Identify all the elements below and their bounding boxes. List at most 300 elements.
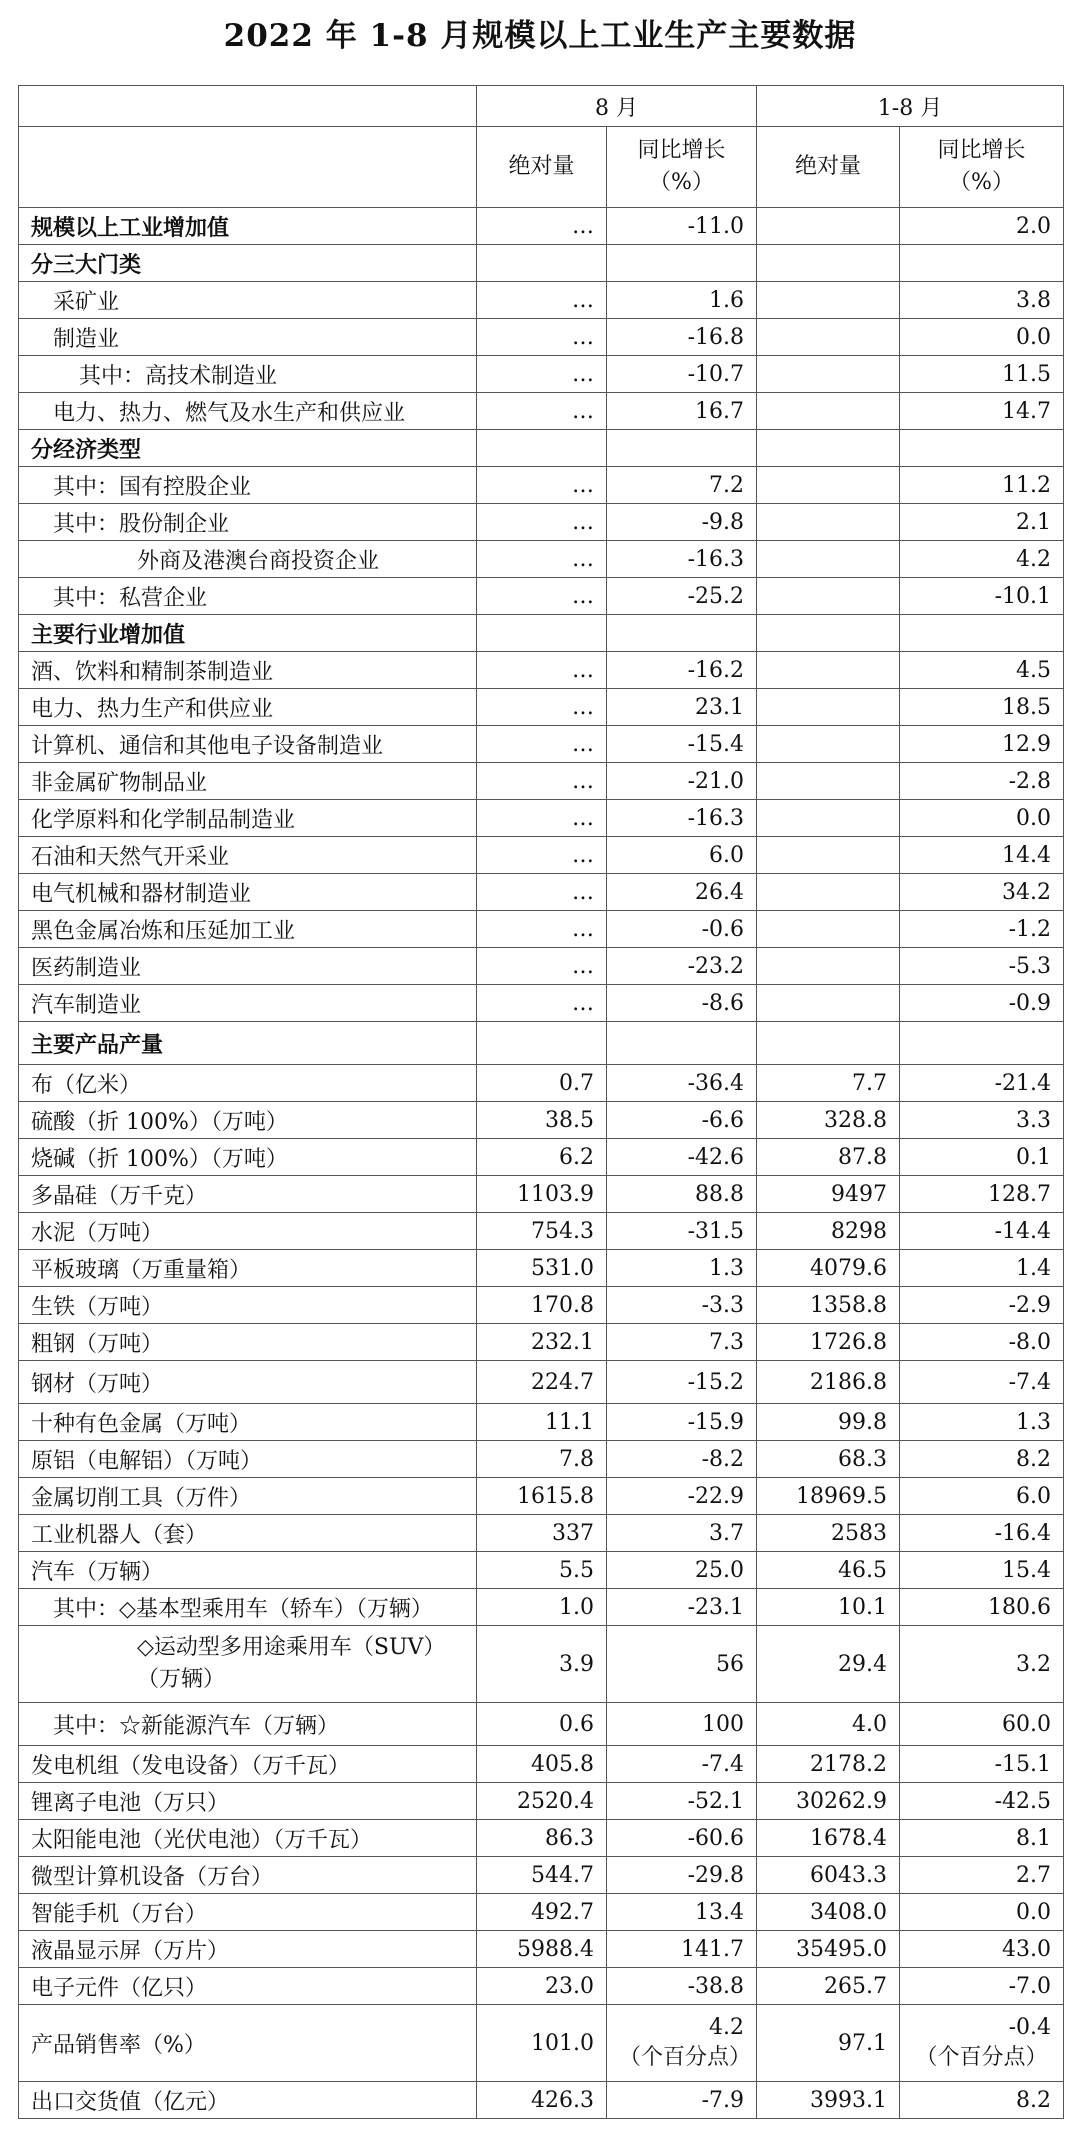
cell-aug-absolute: …	[477, 874, 607, 911]
cell-aug-absolute: 492.7	[477, 1894, 607, 1931]
table-row	[19, 1783, 1064, 1820]
cell-aug-absolute: …	[477, 985, 607, 1022]
cell-aug-yoy: 16.7	[607, 393, 757, 430]
table-row	[19, 837, 1064, 874]
cell-ytd-yoy: 4.2	[900, 541, 1064, 578]
cell-ytd-absolute: 1726.8	[757, 1324, 900, 1361]
table-row	[19, 1515, 1064, 1552]
cell-ytd-yoy: 6.0	[900, 1478, 1064, 1515]
cell-aug-absolute: 6.2	[477, 1139, 607, 1176]
cell-ytd-yoy: -7.4	[900, 1361, 1064, 1404]
cell-ytd-absolute	[757, 726, 900, 763]
cell-aug-yoy: 7.2	[607, 467, 757, 504]
row-label: 工业机器人（套）	[19, 1515, 477, 1552]
table-row	[19, 1441, 1064, 1478]
cell-aug-absolute: 754.3	[477, 1213, 607, 1250]
cell-aug-absolute: 531.0	[477, 1250, 607, 1287]
cell-aug-yoy: -8.2	[607, 1441, 757, 1478]
table-row	[19, 578, 1064, 615]
cell-aug-yoy: 26.4	[607, 874, 757, 911]
table-row	[19, 1404, 1064, 1441]
cell-ytd-yoy: 11.5	[900, 356, 1064, 393]
cell-aug-yoy: 1.3	[607, 1250, 757, 1287]
cell-aug-yoy: -36.4	[607, 1065, 757, 1102]
cell-aug-absolute: 101.0	[477, 2005, 607, 2082]
row-label: 其中：☆新能源汽车（万辆）	[19, 1703, 477, 1746]
cell-aug-absolute: 224.7	[477, 1361, 607, 1404]
cell-ytd-absolute: 46.5	[757, 1552, 900, 1589]
cell-aug-absolute: 1615.8	[477, 1478, 607, 1515]
row-label: 液晶显示屏（万片）	[19, 1931, 477, 1968]
cell-ytd-yoy: 0.0	[900, 319, 1064, 356]
cell-ytd-absolute	[757, 393, 900, 430]
cell-ytd-absolute: 4079.6	[757, 1250, 900, 1287]
cell-aug-absolute: 7.8	[477, 1441, 607, 1478]
cell-aug-yoy: -60.6	[607, 1820, 757, 1857]
cell-aug-absolute: 1.0	[477, 1589, 607, 1626]
row-label: 分经济类型	[19, 430, 477, 467]
row-label: 发电机组（发电设备）（万千瓦）	[19, 1746, 477, 1783]
cell-ytd-absolute	[757, 763, 900, 800]
cell-aug-yoy: -38.8	[607, 1968, 757, 2005]
table-row	[19, 1703, 1064, 1746]
cell-aug-yoy: 1.6	[607, 282, 757, 319]
cell-aug-absolute: …	[477, 726, 607, 763]
cell-ytd-absolute: 68.3	[757, 1441, 900, 1478]
cell-aug-yoy: -10.7	[607, 356, 757, 393]
cell-aug-yoy	[607, 430, 757, 467]
cell-aug-yoy: -8.6	[607, 985, 757, 1022]
row-label: 其中：高技术制造业	[19, 356, 477, 393]
table-row	[19, 1478, 1064, 1515]
row-label: 医药制造业	[19, 948, 477, 985]
cell-aug-absolute: …	[477, 208, 607, 245]
table-row	[19, 1552, 1064, 1589]
table-row	[19, 985, 1064, 1022]
header-aug-abs: 绝对量	[477, 127, 607, 208]
cell-note: （个百分点）	[619, 2045, 752, 2070]
table-row	[19, 911, 1064, 948]
row-label: 原铝（电解铝）（万吨）	[19, 1441, 477, 1478]
cell-aug-absolute: 5.5	[477, 1552, 607, 1589]
cell-aug-absolute: …	[477, 800, 607, 837]
row-label: 规模以上工业增加值	[19, 208, 477, 245]
cell-ytd-absolute	[757, 504, 900, 541]
cell-ytd-absolute	[757, 356, 900, 393]
row-label: 计算机、通信和其他电子设备制造业	[19, 726, 477, 763]
cell-ytd-absolute: 1358.8	[757, 1287, 900, 1324]
header-ytd: 1-8 月	[757, 86, 1064, 127]
table-row	[19, 1022, 1064, 1065]
header-row-measures	[19, 127, 1064, 208]
table-row	[19, 541, 1064, 578]
table-row	[19, 356, 1064, 393]
cell-aug-yoy: 56	[607, 1626, 757, 1703]
cell-aug-yoy: -29.8	[607, 1857, 757, 1894]
cell-ytd-yoy	[900, 245, 1064, 282]
cell-aug-yoy: -21.0	[607, 763, 757, 800]
row-label: ◇运动型多用途乘用车（SUV）（万辆）	[19, 1626, 477, 1703]
header-ytd-abs: 绝对量	[757, 127, 900, 208]
cell-aug-absolute: …	[477, 541, 607, 578]
table-row	[19, 2005, 1064, 2082]
cell-ytd-absolute	[757, 689, 900, 726]
row-label: 其中：股份制企业	[19, 504, 477, 541]
cell-aug-yoy: -16.3	[607, 541, 757, 578]
row-label: 金属切削工具（万件）	[19, 1478, 477, 1515]
cell-aug-absolute: …	[477, 282, 607, 319]
row-label: 采矿业	[19, 282, 477, 319]
page-title: 2022 年 1-8 月规模以上工业生产主要数据	[223, 18, 857, 54]
cell-ytd-yoy: -21.4	[900, 1065, 1064, 1102]
cell-aug-yoy: 4.2 （个百分点）	[607, 2005, 757, 2082]
cell-ytd-absolute: 4.0	[757, 1703, 900, 1746]
cell-aug-absolute: …	[477, 578, 607, 615]
row-label: 外商及港澳台商投资企业	[19, 541, 477, 578]
row-label: 十种有色金属（万吨）	[19, 1404, 477, 1441]
table-row	[19, 1065, 1064, 1102]
table-row	[19, 1968, 1064, 2005]
table-row	[19, 1361, 1064, 1404]
cell-aug-yoy: -25.2	[607, 578, 757, 615]
table-row	[19, 689, 1064, 726]
table-row	[19, 467, 1064, 504]
table-row	[19, 1746, 1064, 1783]
table-row	[19, 245, 1064, 282]
row-label: 汽车（万辆）	[19, 1552, 477, 1589]
row-label: 出口交货值（亿元）	[19, 2082, 477, 2119]
cell-aug-absolute: 38.5	[477, 1102, 607, 1139]
cell-aug-yoy: -16.3	[607, 800, 757, 837]
row-label: 酒、饮料和精制茶制造业	[19, 652, 477, 689]
data-table	[18, 85, 1064, 2119]
cell-ytd-absolute	[757, 652, 900, 689]
cell-ytd-absolute	[757, 837, 900, 874]
cell-aug-absolute: 405.8	[477, 1746, 607, 1783]
cell-ytd-absolute	[757, 911, 900, 948]
cell-aug-yoy: -15.2	[607, 1361, 757, 1404]
cell-aug-absolute	[477, 615, 607, 652]
table-row	[19, 1589, 1064, 1626]
cell-ytd-absolute	[757, 874, 900, 911]
cell-aug-yoy: -16.2	[607, 652, 757, 689]
cell-ytd-absolute: 99.8	[757, 1404, 900, 1441]
row-label: 黑色金属冶炼和压延加工业	[19, 911, 477, 948]
cell-ytd-yoy: -2.9	[900, 1287, 1064, 1324]
cell-aug-yoy: -23.2	[607, 948, 757, 985]
cell-ytd-absolute: 29.4	[757, 1626, 900, 1703]
cell-aug-absolute: …	[477, 652, 607, 689]
cell-aug-yoy: -0.6	[607, 911, 757, 948]
table-row	[19, 874, 1064, 911]
cell-aug-yoy: -15.4	[607, 726, 757, 763]
cell-aug-yoy: -9.8	[607, 504, 757, 541]
header-aug-yoy: 同比增长 （%）	[607, 127, 757, 208]
cell-ytd-yoy: 0.1	[900, 1139, 1064, 1176]
cell-aug-absolute: 170.8	[477, 1287, 607, 1324]
cell-aug-absolute: 86.3	[477, 1820, 607, 1857]
cell-ytd-yoy: 0.0	[900, 800, 1064, 837]
table-row	[19, 2082, 1064, 2119]
cell-ytd-absolute: 30262.9	[757, 1783, 900, 1820]
cell-aug-yoy: -15.9	[607, 1404, 757, 1441]
cell-ytd-yoy	[900, 430, 1064, 467]
row-label: 电子元件（亿只）	[19, 1968, 477, 2005]
cell-ytd-yoy: 12.9	[900, 726, 1064, 763]
cell-ytd-absolute	[757, 948, 900, 985]
cell-aug-absolute	[477, 245, 607, 282]
cell-ytd-yoy: -0.4 （个百分点）	[900, 2005, 1064, 2082]
row-label: 平板玻璃（万重量箱）	[19, 1250, 477, 1287]
cell-ytd-absolute: 35495.0	[757, 1931, 900, 1968]
row-label: 多晶硅（万千克）	[19, 1176, 477, 1213]
cell-ytd-absolute	[757, 1022, 900, 1065]
table-row	[19, 800, 1064, 837]
cell-aug-yoy: 3.7	[607, 1515, 757, 1552]
row-label: 电力、热力生产和供应业	[19, 689, 477, 726]
cell-ytd-absolute	[757, 985, 900, 1022]
cell-aug-absolute: …	[477, 356, 607, 393]
cell-ytd-absolute: 87.8	[757, 1139, 900, 1176]
cell-ytd-yoy: 2.0	[900, 208, 1064, 245]
table-row	[19, 652, 1064, 689]
cell-ytd-yoy: -5.3	[900, 948, 1064, 985]
cell-aug-absolute: 0.7	[477, 1065, 607, 1102]
cell-ytd-absolute	[757, 282, 900, 319]
cell-ytd-absolute	[757, 467, 900, 504]
row-label: 生铁（万吨）	[19, 1287, 477, 1324]
cell-note: （个百分点）	[915, 2045, 1048, 2070]
table-row	[19, 1894, 1064, 1931]
cell-ytd-absolute: 18969.5	[757, 1478, 900, 1515]
row-label: 布（亿米）	[19, 1065, 477, 1102]
cell-aug-absolute: …	[477, 948, 607, 985]
cell-aug-yoy: -7.4	[607, 1746, 757, 1783]
cell-ytd-absolute: 3993.1	[757, 2082, 900, 2119]
cell-ytd-yoy: 2.7	[900, 1857, 1064, 1894]
cell-aug-yoy: 141.7	[607, 1931, 757, 1968]
cell-ytd-yoy: -0.9	[900, 985, 1064, 1022]
cell-ytd-absolute: 1678.4	[757, 1820, 900, 1857]
table-row	[19, 430, 1064, 467]
cell-aug-absolute: …	[477, 837, 607, 874]
cell-ytd-yoy: 8.1	[900, 1820, 1064, 1857]
cell-ytd-yoy: -2.8	[900, 763, 1064, 800]
cell-aug-absolute: 1103.9	[477, 1176, 607, 1213]
cell-aug-absolute: 5988.4	[477, 1931, 607, 1968]
cell-aug-yoy: -7.9	[607, 2082, 757, 2119]
cell-aug-yoy: 25.0	[607, 1552, 757, 1589]
cell-aug-yoy	[607, 615, 757, 652]
cell-ytd-yoy	[900, 615, 1064, 652]
cell-ytd-yoy: 1.3	[900, 1404, 1064, 1441]
cell-ytd-absolute	[757, 430, 900, 467]
header-row-periods	[19, 86, 1064, 127]
cell-aug-absolute	[477, 1022, 607, 1065]
header-label-blank	[19, 127, 477, 208]
cell-aug-absolute	[477, 430, 607, 467]
cell-ytd-yoy: -1.2	[900, 911, 1064, 948]
table-row	[19, 615, 1064, 652]
cell-aug-absolute: 232.1	[477, 1324, 607, 1361]
table-row	[19, 1820, 1064, 1857]
cell-ytd-yoy: 4.5	[900, 652, 1064, 689]
cell-ytd-absolute	[757, 541, 900, 578]
cell-ytd-yoy: 3.3	[900, 1102, 1064, 1139]
row-label: 太阳能电池（光伏电池）（万千瓦）	[19, 1820, 477, 1857]
cell-aug-yoy: -31.5	[607, 1213, 757, 1250]
cell-aug-absolute: 0.6	[477, 1703, 607, 1746]
row-label: 石油和天然气开采业	[19, 837, 477, 874]
cell-ytd-absolute: 8298	[757, 1213, 900, 1250]
cell-ytd-absolute	[757, 800, 900, 837]
cell-aug-absolute: 426.3	[477, 2082, 607, 2119]
cell-aug-absolute: …	[477, 393, 607, 430]
cell-ytd-yoy: 34.2	[900, 874, 1064, 911]
cell-aug-absolute: 2520.4	[477, 1783, 607, 1820]
cell-ytd-absolute: 2178.2	[757, 1746, 900, 1783]
row-label: 汽车制造业	[19, 985, 477, 1022]
row-label: 非金属矿物制品业	[19, 763, 477, 800]
table-row	[19, 208, 1064, 245]
table-row	[19, 763, 1064, 800]
table-row	[19, 1250, 1064, 1287]
cell-ytd-absolute: 9497	[757, 1176, 900, 1213]
cell-ytd-yoy: 1.4	[900, 1250, 1064, 1287]
cell-ytd-yoy	[900, 1022, 1064, 1065]
table-row	[19, 1287, 1064, 1324]
cell-ytd-absolute	[757, 319, 900, 356]
row-label: 电力、热力、燃气及水生产和供应业	[19, 393, 477, 430]
cell-ytd-yoy: -10.1	[900, 578, 1064, 615]
row-label: 主要行业增加值	[19, 615, 477, 652]
cell-ytd-absolute: 6043.3	[757, 1857, 900, 1894]
row-label: 主要产品产量	[19, 1022, 477, 1065]
table-row	[19, 1857, 1064, 1894]
cell-ytd-absolute: 7.7	[757, 1065, 900, 1102]
cell-ytd-yoy: 11.2	[900, 467, 1064, 504]
cell-ytd-absolute: 2186.8	[757, 1361, 900, 1404]
cell-aug-yoy: -11.0	[607, 208, 757, 245]
cell-ytd-yoy: -14.4	[900, 1213, 1064, 1250]
row-label: 其中：私营企业	[19, 578, 477, 615]
cell-ytd-yoy: 180.6	[900, 1589, 1064, 1626]
cell-ytd-yoy: 128.7	[900, 1176, 1064, 1213]
cell-aug-yoy: -3.3	[607, 1287, 757, 1324]
row-label: 分三大门类	[19, 245, 477, 282]
cell-aug-absolute: …	[477, 689, 607, 726]
cell-ytd-yoy: 3.2	[900, 1626, 1064, 1703]
header-ytd-yoy: 同比增长 （%）	[900, 127, 1064, 208]
cell-ytd-absolute: 2583	[757, 1515, 900, 1552]
row-label: 其中：◇基本型乘用车（轿车）（万辆）	[19, 1589, 477, 1626]
row-label: 钢材（万吨）	[19, 1361, 477, 1404]
table-row	[19, 393, 1064, 430]
cell-aug-absolute: 337	[477, 1515, 607, 1552]
table-row	[19, 319, 1064, 356]
cell-ytd-yoy: -8.0	[900, 1324, 1064, 1361]
cell-ytd-absolute: 328.8	[757, 1102, 900, 1139]
cell-ytd-absolute: 10.1	[757, 1589, 900, 1626]
cell-ytd-absolute: 97.1	[757, 2005, 900, 2082]
cell-aug-yoy: -22.9	[607, 1478, 757, 1515]
cell-aug-yoy: -16.8	[607, 319, 757, 356]
cell-aug-yoy: -52.1	[607, 1783, 757, 1820]
cell-ytd-yoy: 43.0	[900, 1931, 1064, 1968]
cell-ytd-yoy: -7.0	[900, 1968, 1064, 2005]
table-row	[19, 726, 1064, 763]
cell-ytd-yoy: -15.1	[900, 1746, 1064, 1783]
row-label: 其中：国有控股企业	[19, 467, 477, 504]
table-row	[19, 504, 1064, 541]
cell-aug-yoy: 7.3	[607, 1324, 757, 1361]
row-label: 粗钢（万吨）	[19, 1324, 477, 1361]
cell-aug-yoy: -23.1	[607, 1589, 757, 1626]
cell-ytd-absolute	[757, 208, 900, 245]
cell-ytd-absolute	[757, 245, 900, 282]
cell-aug-yoy: 23.1	[607, 689, 757, 726]
cell-aug-yoy: 100	[607, 1703, 757, 1746]
cell-aug-yoy: -42.6	[607, 1139, 757, 1176]
row-label: 微型计算机设备（万台）	[19, 1857, 477, 1894]
cell-ytd-yoy: -16.4	[900, 1515, 1064, 1552]
cell-ytd-yoy: 0.0	[900, 1894, 1064, 1931]
cell-ytd-yoy: 15.4	[900, 1552, 1064, 1589]
cell-aug-absolute: 3.9	[477, 1626, 607, 1703]
row-label: 制造业	[19, 319, 477, 356]
cell-aug-absolute: 11.1	[477, 1404, 607, 1441]
cell-aug-yoy: 6.0	[607, 837, 757, 874]
cell-ytd-yoy: 14.4	[900, 837, 1064, 874]
table-row	[19, 1176, 1064, 1213]
row-label: 烧碱（折 100%）（万吨）	[19, 1139, 477, 1176]
table-row	[19, 1324, 1064, 1361]
table-row	[19, 1102, 1064, 1139]
cell-aug-absolute: …	[477, 911, 607, 948]
cell-ytd-yoy: 8.2	[900, 1441, 1064, 1478]
table-row	[19, 1213, 1064, 1250]
row-label: 电气机械和器材制造业	[19, 874, 477, 911]
cell-ytd-absolute: 3408.0	[757, 1894, 900, 1931]
cell-ytd-yoy: 60.0	[900, 1703, 1064, 1746]
cell-aug-yoy: -6.6	[607, 1102, 757, 1139]
cell-ytd-yoy: 2.1	[900, 504, 1064, 541]
cell-aug-absolute: …	[477, 319, 607, 356]
table-row	[19, 1931, 1064, 1968]
cell-aug-yoy	[607, 1022, 757, 1065]
row-label: 硫酸（折 100%）（万吨）	[19, 1102, 477, 1139]
cell-aug-absolute: …	[477, 504, 607, 541]
cell-ytd-yoy: 18.5	[900, 689, 1064, 726]
cell-ytd-yoy: 8.2	[900, 2082, 1064, 2119]
cell-ytd-absolute	[757, 615, 900, 652]
cell-ytd-yoy: -42.5	[900, 1783, 1064, 1820]
cell-aug-absolute: 544.7	[477, 1857, 607, 1894]
cell-ytd-absolute: 265.7	[757, 1968, 900, 2005]
header-aug: 8 月	[477, 86, 757, 127]
cell-aug-yoy	[607, 245, 757, 282]
row-label: 水泥（万吨）	[19, 1213, 477, 1250]
header-corner	[19, 86, 477, 127]
cell-ytd-absolute	[757, 578, 900, 615]
row-label: 化学原料和化学制品制造业	[19, 800, 477, 837]
table-row	[19, 1139, 1064, 1176]
cell-aug-yoy: 88.8	[607, 1176, 757, 1213]
table-row	[19, 948, 1064, 985]
table-row	[19, 1626, 1064, 1703]
row-label: 智能手机（万台）	[19, 1894, 477, 1931]
table-row	[19, 282, 1064, 319]
